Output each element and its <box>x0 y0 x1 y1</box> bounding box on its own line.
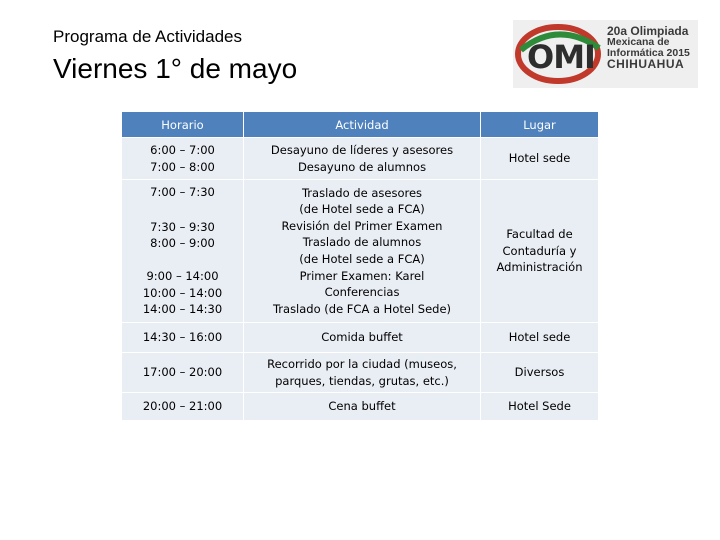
actividad-line: Traslado (de FCA a Hotel Sede) <box>272 301 452 316</box>
logo-line-1: 20a Olimpiada <box>607 24 689 38</box>
actividad-line: Primer Examen: Karel <box>299 268 425 283</box>
actividad-line: Traslado de alumnos <box>302 235 422 250</box>
actividad-line: Revisión del Primer Examen <box>281 218 443 233</box>
actividad-cell <box>244 353 481 393</box>
actividad-line: parques, tiendas, grutas, etc.) <box>275 373 449 388</box>
actividad-cell <box>244 180 481 323</box>
logo-line-2: Mexicana de <box>607 36 670 48</box>
actividad-line: Traslado de asesores <box>301 185 423 200</box>
logo-omi-text: OMI <box>527 38 595 76</box>
horario-cell <box>122 180 244 323</box>
actividad-cell <box>244 138 481 180</box>
lugar-line: Diversos <box>514 365 565 380</box>
horario-line: 7:00 – 8:00 <box>150 159 215 174</box>
horario-line: 20:00 – 21:00 <box>142 399 223 414</box>
actividad-cell <box>244 323 481 353</box>
lugar-cell <box>481 353 599 393</box>
logo-line-3: Informática 2015 <box>607 47 690 59</box>
actividad-line: Recorrido por la ciudad (museos, <box>267 356 457 371</box>
horario-line: 14:30 – 16:00 <box>142 330 223 345</box>
actividad-line: (de Hotel sede a FCA) <box>299 252 425 266</box>
horario-line: 6:00 – 7:00 <box>150 142 215 157</box>
page-subtitle: Programa de Actividades <box>53 27 242 46</box>
horario-line: 10:00 – 14:00 <box>142 285 223 300</box>
schedule-table <box>121 111 599 421</box>
horario-line: 14:00 – 14:30 <box>142 302 223 317</box>
header-lugar: Lugar <box>481 112 599 138</box>
horario-line: 8:00 – 9:00 <box>150 236 215 251</box>
horario-cell <box>122 138 244 180</box>
actividad-line: Desayuno de líderes y asesores <box>270 142 454 157</box>
table-row <box>122 323 599 353</box>
lugar-line: Administración <box>496 260 583 275</box>
table-row <box>122 393 599 421</box>
actividad-line: Comida buffet <box>321 330 403 345</box>
lugar-line: Contaduría y <box>502 243 577 258</box>
lugar-cell <box>481 138 599 180</box>
lugar-line: Hotel sede <box>508 151 571 166</box>
lugar-cell <box>481 393 599 421</box>
horario-line: 7:30 – 9:30 <box>150 219 215 234</box>
table-row <box>122 180 599 323</box>
table-row <box>122 353 599 393</box>
logo-line-4: CHIHUAHUA <box>607 57 685 71</box>
horario-cell <box>122 353 244 393</box>
table-row <box>122 138 599 180</box>
actividad-line: Cena buffet <box>328 399 396 414</box>
omi-logo <box>513 20 698 88</box>
horario-cell <box>122 393 244 421</box>
actividad-line: Conferencias <box>324 285 400 300</box>
horario-line: 9:00 – 14:00 <box>146 269 219 283</box>
actividad-cell <box>244 393 481 421</box>
lugar-cell <box>481 180 599 323</box>
actividad-line: Desayuno de alumnos <box>297 159 427 174</box>
lugar-line: Hotel Sede <box>508 399 571 414</box>
lugar-cell <box>481 323 599 353</box>
header-actividad: Actividad <box>244 112 481 138</box>
horario-line: 17:00 – 20:00 <box>142 365 223 380</box>
page-title: Viernes 1° de mayo <box>53 53 298 84</box>
actividad-line: (de Hotel sede a FCA) <box>299 202 425 217</box>
horario-cell <box>122 323 244 353</box>
lugar-line: Facultad de <box>506 227 573 242</box>
table-header-row <box>122 112 599 138</box>
lugar-line: Hotel sede <box>508 330 571 345</box>
header-horario: Horario <box>122 112 244 138</box>
horario-line: 7:00 – 7:30 <box>150 185 215 200</box>
